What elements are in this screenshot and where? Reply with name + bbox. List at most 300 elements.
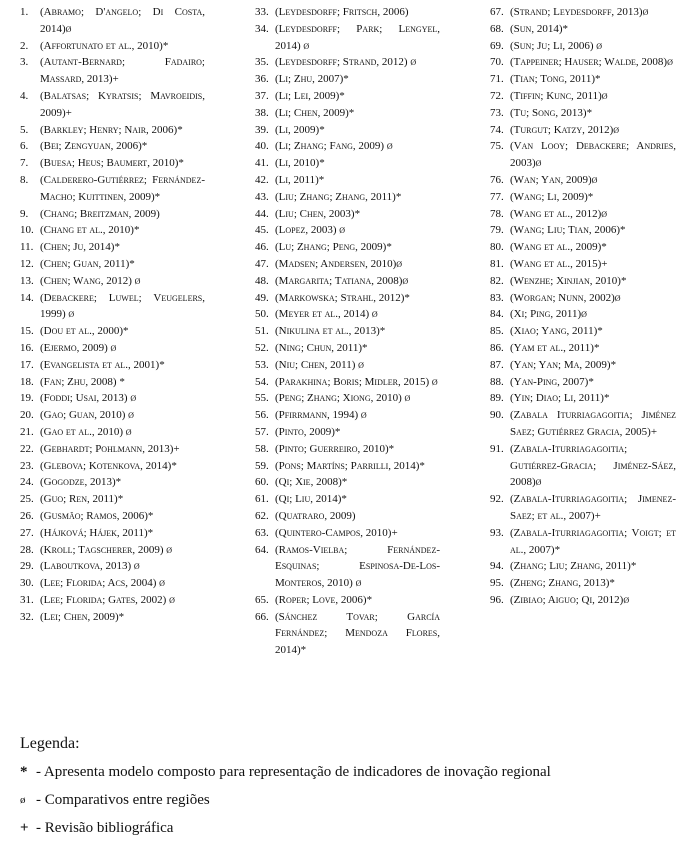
reference-number: 81. xyxy=(490,257,504,270)
reference-number: 13. xyxy=(20,274,34,287)
reference-citation: (Van Looy; Debackere; Andries, 2003)ø xyxy=(510,140,676,170)
reference-number: 65. xyxy=(255,593,269,606)
reference-number: 51. xyxy=(255,325,269,338)
reference-citation: (Xi; Ping, 2011)ø xyxy=(510,308,587,321)
reference-number: 94. xyxy=(490,560,504,573)
reference-citation: (Bei; Zengyuan, 2006)* xyxy=(40,140,148,153)
reference-citation: (Leydesdorff; Strand, 2012) ø xyxy=(275,56,417,69)
reference-citation: (Chen; Guan, 2011)* xyxy=(40,257,135,270)
reference-citation: (Zheng; Zhang, 2013)* xyxy=(510,577,615,590)
reference-number: 31. xyxy=(20,593,34,606)
reference-citation: (Debackere; Luwel; Veugelers, 1999) ø xyxy=(40,291,205,321)
reference-number: 58. xyxy=(255,442,269,455)
reference-citation: (Li; Zhang; Fang, 2009) ø xyxy=(275,140,393,153)
reference-item xyxy=(255,290,440,307)
reference-number: 77. xyxy=(490,190,504,203)
reference-item xyxy=(255,458,440,475)
reference-number: 3. xyxy=(20,56,29,69)
reference-number: 78. xyxy=(490,207,504,220)
reference-citation: (Li; Lei, 2009)* xyxy=(275,89,345,102)
reference-citation: (Lee; Florida; Acs, 2004) ø xyxy=(40,577,165,590)
reference-number: 47. xyxy=(255,257,269,270)
reference-item xyxy=(490,306,676,323)
reference-citation: (Affortunato et al., 2010)* xyxy=(40,39,169,52)
reference-item xyxy=(20,54,205,88)
reference-citation: (Lu; Zhang; Peng, 2009)* xyxy=(275,241,392,254)
reference-number: 23. xyxy=(20,459,34,472)
reference-number: 56. xyxy=(255,409,269,422)
reference-number: 40. xyxy=(255,140,269,153)
reference-number: 96. xyxy=(490,593,504,606)
reference-number: 71. xyxy=(490,73,504,86)
reference-number: 72. xyxy=(490,89,504,102)
reference-item xyxy=(255,21,440,55)
reference-number: 22. xyxy=(20,442,34,455)
reference-number: 1. xyxy=(20,6,29,18)
reference-number: 24. xyxy=(20,476,34,489)
reference-item xyxy=(255,508,440,525)
reference-number: 14. xyxy=(20,291,34,304)
reference-citation: (Lee; Florida; Gates, 2002) ø xyxy=(40,593,175,606)
reference-number: 43. xyxy=(255,190,269,203)
reference-number: 88. xyxy=(490,375,504,388)
reference-citation: (Ning; Chun, 2011)* xyxy=(275,341,368,354)
reference-number: 63. xyxy=(255,526,269,539)
reference-citation: (Zabala Iturriagagoitia; Jiménez Saez; Gutiérrez Gracia, 2005)+ xyxy=(510,409,676,438)
reference-number: 7. xyxy=(20,157,29,170)
reference-citation: (Glebova; Kotenkova, 2014)* xyxy=(40,459,177,472)
reference-citation: (Chen; Wang, 2012) ø xyxy=(40,274,141,287)
reference-citation: (Wang et al., 2015)+ xyxy=(510,257,608,270)
reference-number: 35. xyxy=(255,56,269,69)
reference-item xyxy=(490,239,676,256)
reference-citation: (Tiffin; Kunc, 2011)ø xyxy=(510,89,608,102)
reference-citation: (Gusmão; Ramos, 2006)* xyxy=(40,509,154,522)
reference-item xyxy=(20,222,205,239)
reference-item xyxy=(255,138,440,155)
legend-symbol-asterisk: * xyxy=(20,764,28,780)
reference-citation: (Hájková; Hájek, 2011)* xyxy=(40,526,154,539)
reference-item xyxy=(255,122,440,139)
reference-citation: (Gao et al., 2010) ø xyxy=(40,425,132,438)
reference-number: 18. xyxy=(20,375,34,388)
reference-citation: (Wang; Liu; Tian, 2006)* xyxy=(510,224,626,237)
reference-citation: (Markowska; Strahl, 2012)* xyxy=(275,291,410,304)
reference-item xyxy=(255,474,440,491)
reference-item xyxy=(490,390,676,407)
reference-citation: (Calderero-Gutiérrez; Fernández-Macho; Kuittinen, 2009)* xyxy=(40,173,205,203)
reference-citation: (Laboutkova, 2013) ø xyxy=(40,560,140,573)
reference-citation: (Ejermo, 2009) ø xyxy=(40,341,117,354)
reference-number: 27. xyxy=(20,526,34,539)
reference-citation: (Liu; Zhang; Zhang, 2011)* xyxy=(275,190,402,203)
reference-number: 37. xyxy=(255,89,269,102)
reference-citation: (Lei; Chen, 2009)* xyxy=(40,610,125,623)
reference-item xyxy=(255,306,440,323)
reference-item xyxy=(490,189,676,206)
reference-number: 49. xyxy=(255,291,269,304)
reference-number: 29. xyxy=(20,560,34,573)
reference-list xyxy=(0,4,689,657)
reference-number: 34. xyxy=(255,22,269,35)
reference-number: 16. xyxy=(20,341,34,354)
reference-number: 64. xyxy=(255,543,269,556)
reference-number: 5. xyxy=(20,123,29,136)
reference-item xyxy=(255,491,440,508)
reference-number: 6. xyxy=(20,140,29,153)
reference-citation: (Sun, 2014)* xyxy=(510,22,568,35)
reference-number: 19. xyxy=(20,392,34,405)
reference-number: 41. xyxy=(255,157,269,170)
legend-item-literature-review xyxy=(20,814,670,842)
reference-item xyxy=(490,222,676,239)
reference-number: 50. xyxy=(255,308,269,321)
reference-citation: (Gogodze, 2013)* xyxy=(40,476,122,489)
reference-citation: (Barkley; Henry; Nair, 2006)* xyxy=(40,123,183,136)
reference-number: 33. xyxy=(255,6,269,18)
reference-item xyxy=(20,340,205,357)
reference-number: 76. xyxy=(490,173,504,186)
reference-item xyxy=(20,323,205,340)
reference-number: 83. xyxy=(490,291,504,304)
reference-citation: (Abramo; D'angelo; Di Costa, 2014)ø xyxy=(40,6,205,35)
reference-citation: (Wan; Yan, 2009)ø xyxy=(510,173,598,186)
reference-number: 8. xyxy=(20,173,29,186)
reference-citation: (Kroll; Tagscherer, 2009) ø xyxy=(40,543,173,556)
reference-item xyxy=(490,273,676,290)
reference-item xyxy=(255,172,440,189)
reference-item xyxy=(20,592,205,609)
legend xyxy=(20,732,670,842)
reference-item xyxy=(490,575,676,592)
reference-number: 69. xyxy=(490,39,504,52)
reference-number: 48. xyxy=(255,274,269,287)
reference-number: 52. xyxy=(255,341,269,354)
reference-citation: (Pfirrmann, 1994) ø xyxy=(275,409,367,422)
reference-number: 53. xyxy=(255,358,269,371)
reference-number: 36. xyxy=(255,73,269,86)
reference-citation: (Nikulina et al., 2013)* xyxy=(275,325,386,338)
reference-item xyxy=(490,88,676,105)
reference-item xyxy=(490,105,676,122)
legend-item-regional-comparison xyxy=(20,786,670,814)
legend-symbol-plus: + xyxy=(20,820,29,836)
reference-item xyxy=(20,575,205,592)
reference-number: 28. xyxy=(20,543,34,556)
reference-number: 11. xyxy=(20,241,34,254)
reference-column-3 xyxy=(490,4,676,609)
reference-item xyxy=(255,374,440,391)
reference-number: 25. xyxy=(20,493,34,506)
reference-item xyxy=(255,239,440,256)
reference-citation: (Wenzhe; Xinjian, 2010)* xyxy=(510,274,627,287)
reference-citation: (Li, 2009)* xyxy=(275,123,325,136)
reference-number: 12. xyxy=(20,257,34,270)
reference-number: 55. xyxy=(255,392,269,405)
reference-citation: (Qi; Xie, 2008)* xyxy=(275,476,348,489)
reference-item xyxy=(490,525,676,559)
legend-title: Legenda: xyxy=(20,735,80,752)
reference-citation: (Chang; Breitzman, 2009) xyxy=(40,207,160,220)
reference-item xyxy=(490,407,676,441)
reference-citation: (Tian; Tong, 2011)* xyxy=(510,73,601,86)
legend-text: - Comparativos entre regiões xyxy=(36,792,210,808)
reference-citation: (Chen; Ju, 2014)* xyxy=(40,241,120,254)
reference-item xyxy=(20,4,205,38)
reference-item xyxy=(20,38,205,55)
reference-citation: (Peng; Zhang; Xiong, 2010) ø xyxy=(275,392,411,405)
legend-item-composite-model xyxy=(20,758,670,786)
reference-item xyxy=(255,357,440,374)
reference-item xyxy=(20,424,205,441)
reference-item xyxy=(20,407,205,424)
reference-citation: (Quatraro, 2009) xyxy=(275,509,356,522)
reference-citation: (Liu; Chen, 2003)* xyxy=(275,207,361,220)
reference-item xyxy=(490,122,676,139)
reference-citation: (Lopez, 2003) ø xyxy=(275,224,346,237)
reference-item xyxy=(20,122,205,139)
reference-citation: (Madsen; Andersen, 2010)ø xyxy=(275,257,403,270)
reference-item xyxy=(20,206,205,223)
reference-item xyxy=(490,54,676,71)
reference-citation: (Yan; Yan; Ma, 2009)* xyxy=(510,358,617,371)
reference-item xyxy=(490,71,676,88)
reference-item xyxy=(255,206,440,223)
reference-item xyxy=(20,558,205,575)
reference-item xyxy=(255,273,440,290)
reference-citation: (Wang; Li, 2009)* xyxy=(510,190,594,203)
reference-item xyxy=(20,172,205,206)
reference-citation: (Sánchez Tovar; García Fernández; Mendoza Flores, 2014)* xyxy=(275,610,440,657)
reference-item xyxy=(20,474,205,491)
reference-number: 32. xyxy=(20,610,34,623)
reference-number: 66. xyxy=(255,610,269,623)
reference-item xyxy=(255,54,440,71)
reference-citation: (Meyer et al., 2014) ø xyxy=(275,308,378,321)
reference-item xyxy=(255,441,440,458)
reference-number: 39. xyxy=(255,123,269,136)
reference-item xyxy=(20,525,205,542)
reference-number: 75. xyxy=(490,140,504,153)
reference-citation: (Chang et al., 2010)* xyxy=(40,224,140,237)
reference-citation: (Guo; Ren, 2011)* xyxy=(40,493,124,506)
reference-number: 84. xyxy=(490,308,504,321)
reference-number: 20. xyxy=(20,409,34,422)
reference-citation: (Gebhardt; Pohlmann, 2013)+ xyxy=(40,442,180,455)
reference-citation: (Turgut; Katzy, 2012)ø xyxy=(510,123,620,136)
reference-number: 80. xyxy=(490,241,504,254)
reference-number: 38. xyxy=(255,106,269,119)
reference-citation: (Yan-Ping, 2007)* xyxy=(510,375,594,388)
reference-number: 67. xyxy=(490,6,504,18)
reference-number: 91. xyxy=(490,442,504,455)
reference-citation: (Li; Zhu, 2007)* xyxy=(275,73,349,86)
reference-citation: (Zabala-Iturriagagoitia; Voigt; et al., 2007)* xyxy=(510,526,676,556)
reference-number: 54. xyxy=(255,375,269,388)
reference-citation: (Leydesdorff; Park; Lengyel, 2014) ø xyxy=(275,22,440,52)
reference-item xyxy=(255,424,440,441)
reference-item xyxy=(20,290,205,324)
reference-item xyxy=(490,491,676,525)
reference-citation: (Tappeiner; Hauser; Walde, 2008)ø xyxy=(510,56,673,69)
reference-item xyxy=(255,390,440,407)
reference-item xyxy=(20,508,205,525)
reference-citation: (Margarita; Tatiana, 2008)ø xyxy=(275,274,409,287)
legend-text: - Revisão bibliográfica xyxy=(36,820,174,836)
reference-number: 93. xyxy=(490,526,504,539)
reference-citation: (Roper; Love, 2006)* xyxy=(275,593,373,606)
reference-item xyxy=(490,592,676,609)
reference-number: 4. xyxy=(20,89,29,102)
reference-number: 17. xyxy=(20,358,34,371)
legend-text: - Apresenta modelo composto para representação de indicadores de inovação regional xyxy=(36,764,551,780)
reference-item xyxy=(255,592,440,609)
reference-item xyxy=(20,273,205,290)
reference-number: 10. xyxy=(20,224,34,237)
reference-citation: (Zibiao; Aiguo; Qi, 2012)ø xyxy=(510,593,630,606)
reference-number: 74. xyxy=(490,123,504,136)
reference-item xyxy=(255,155,440,172)
reference-number: 21. xyxy=(20,425,34,438)
reference-number: 44. xyxy=(255,207,269,220)
reference-item xyxy=(20,441,205,458)
reference-number: 68. xyxy=(490,22,504,35)
reference-item xyxy=(255,189,440,206)
reference-item xyxy=(20,239,205,256)
reference-item xyxy=(490,138,676,172)
reference-item xyxy=(20,609,205,626)
reference-citation: (Worgan; Nunn, 2002)ø xyxy=(510,291,621,304)
reference-citation: (Sun; Ju; Li, 2006) ø xyxy=(510,39,603,52)
reference-number: 61. xyxy=(255,493,269,506)
reference-item xyxy=(255,542,440,592)
reference-number: 92. xyxy=(490,493,504,506)
reference-item xyxy=(255,222,440,239)
reference-item xyxy=(20,88,205,122)
reference-item xyxy=(255,340,440,357)
reference-item xyxy=(490,38,676,55)
reference-item xyxy=(490,374,676,391)
reference-number: 30. xyxy=(20,577,34,590)
reference-number: 9. xyxy=(20,207,29,220)
reference-item xyxy=(20,138,205,155)
reference-number: 73. xyxy=(490,106,504,119)
reference-citation: (Leydesdorff; Fritsch, 2006) xyxy=(275,6,409,18)
reference-number: 59. xyxy=(255,459,269,472)
reference-item xyxy=(490,357,676,374)
reference-number: 42. xyxy=(255,173,269,186)
reference-citation: (Xiao; Yang, 2011)* xyxy=(510,325,603,338)
legend-symbol-slashed-o: ø xyxy=(20,794,26,806)
reference-item xyxy=(255,407,440,424)
reference-item xyxy=(255,71,440,88)
reference-item xyxy=(255,609,440,659)
reference-item xyxy=(490,323,676,340)
reference-citation: (Strand; Leydesdorff, 2013)ø xyxy=(510,6,649,18)
reference-citation: (Autant-Bernard; Fadairo; Massard, 2013)+ xyxy=(40,56,205,86)
reference-citation: (Li; Chen, 2009)* xyxy=(275,106,355,119)
reference-number: 90. xyxy=(490,409,504,422)
reference-citation: (Qi; Liu, 2014)* xyxy=(275,493,347,506)
reference-citation: (Zhang; Liu; Zhang, 2011)* xyxy=(510,560,637,573)
reference-item xyxy=(490,441,676,491)
reference-number: 86. xyxy=(490,341,504,354)
reference-citation: (Wang et al., 2012)ø xyxy=(510,207,608,220)
reference-item xyxy=(490,172,676,189)
reference-item xyxy=(255,525,440,542)
reference-citation: (Pinto, 2009)* xyxy=(275,425,341,438)
reference-citation: (Buesa; Heus; Baumert, 2010)* xyxy=(40,157,184,170)
reference-citation: (Li, 2011)* xyxy=(275,173,325,186)
reference-citation: (Zabala-Iturriagagoitia; Gutiérrez-Gracia; Jiménez-Sáez, 2008)ø xyxy=(510,442,676,489)
reference-citation: (Quintero-Campos, 2010)+ xyxy=(275,526,398,539)
reference-number: 85. xyxy=(490,325,504,338)
reference-citation: (Ramos-Vielba; Fernández-Esquinas; Espinosa-De-Los-Monteros, 2010) ø xyxy=(275,543,440,590)
reference-item xyxy=(20,458,205,475)
reference-item xyxy=(255,323,440,340)
reference-item xyxy=(20,256,205,273)
reference-citation: (Parakhina; Boris; Midler, 2015) ø xyxy=(275,375,438,388)
reference-item xyxy=(20,542,205,559)
reference-item xyxy=(20,155,205,172)
reference-item xyxy=(255,4,440,21)
reference-citation: (Tu; Song, 2013)* xyxy=(510,106,593,119)
reference-column-2 xyxy=(255,4,440,659)
reference-citation: (Balatsas; Kyratsis; Mavroeidis, 2009)+ xyxy=(40,89,205,119)
reference-item xyxy=(20,357,205,374)
reference-item xyxy=(490,4,676,21)
reference-number: 87. xyxy=(490,358,504,371)
reference-citation: (Wang et al., 2009)* xyxy=(510,241,607,254)
reference-number: 79. xyxy=(490,224,504,237)
reference-number: 57. xyxy=(255,425,269,438)
reference-item xyxy=(490,256,676,273)
reference-item xyxy=(490,290,676,307)
reference-item xyxy=(255,256,440,273)
reference-number: 60. xyxy=(255,476,269,489)
reference-item xyxy=(255,88,440,105)
reference-number: 89. xyxy=(490,392,504,405)
reference-number: 82. xyxy=(490,274,504,287)
reference-number: 15. xyxy=(20,325,34,338)
reference-number: 46. xyxy=(255,241,269,254)
reference-citation: (Pons; Martíns; Parrilli, 2014)* xyxy=(275,459,425,472)
reference-item xyxy=(490,21,676,38)
reference-citation: (Gao; Guan, 2010) ø xyxy=(40,409,134,422)
reference-item xyxy=(490,206,676,223)
reference-citation: (Li, 2010)* xyxy=(275,157,325,170)
reference-citation: (Foddi; Usai, 2013) ø xyxy=(40,392,137,405)
reference-citation: (Dou et al., 2000)* xyxy=(40,325,129,338)
reference-number: 26. xyxy=(20,509,34,522)
reference-item xyxy=(255,105,440,122)
reference-number: 70. xyxy=(490,56,504,69)
reference-citation: (Zabala-Iturriagagoitia; Jimenez-Saez; et al., 2007)+ xyxy=(510,493,676,522)
reference-citation: (Evangelista et al., 2001)* xyxy=(40,358,165,371)
reference-column-1 xyxy=(20,4,205,625)
reference-number: 2. xyxy=(20,39,29,52)
reference-item xyxy=(20,390,205,407)
reference-number: 62. xyxy=(255,509,269,522)
reference-citation: (Yam et al., 2011)* xyxy=(510,341,600,354)
reference-citation: (Fan; Zhu, 2008) * xyxy=(40,375,125,388)
reference-item xyxy=(20,374,205,391)
reference-number: 95. xyxy=(490,577,504,590)
reference-item xyxy=(20,491,205,508)
reference-citation: (Yin; Diao; Li, 2011)* xyxy=(510,392,610,405)
reference-citation: (Niu; Chen, 2011) ø xyxy=(275,358,364,371)
reference-citation: (Pinto; Guerreiro, 2010)* xyxy=(275,442,395,455)
